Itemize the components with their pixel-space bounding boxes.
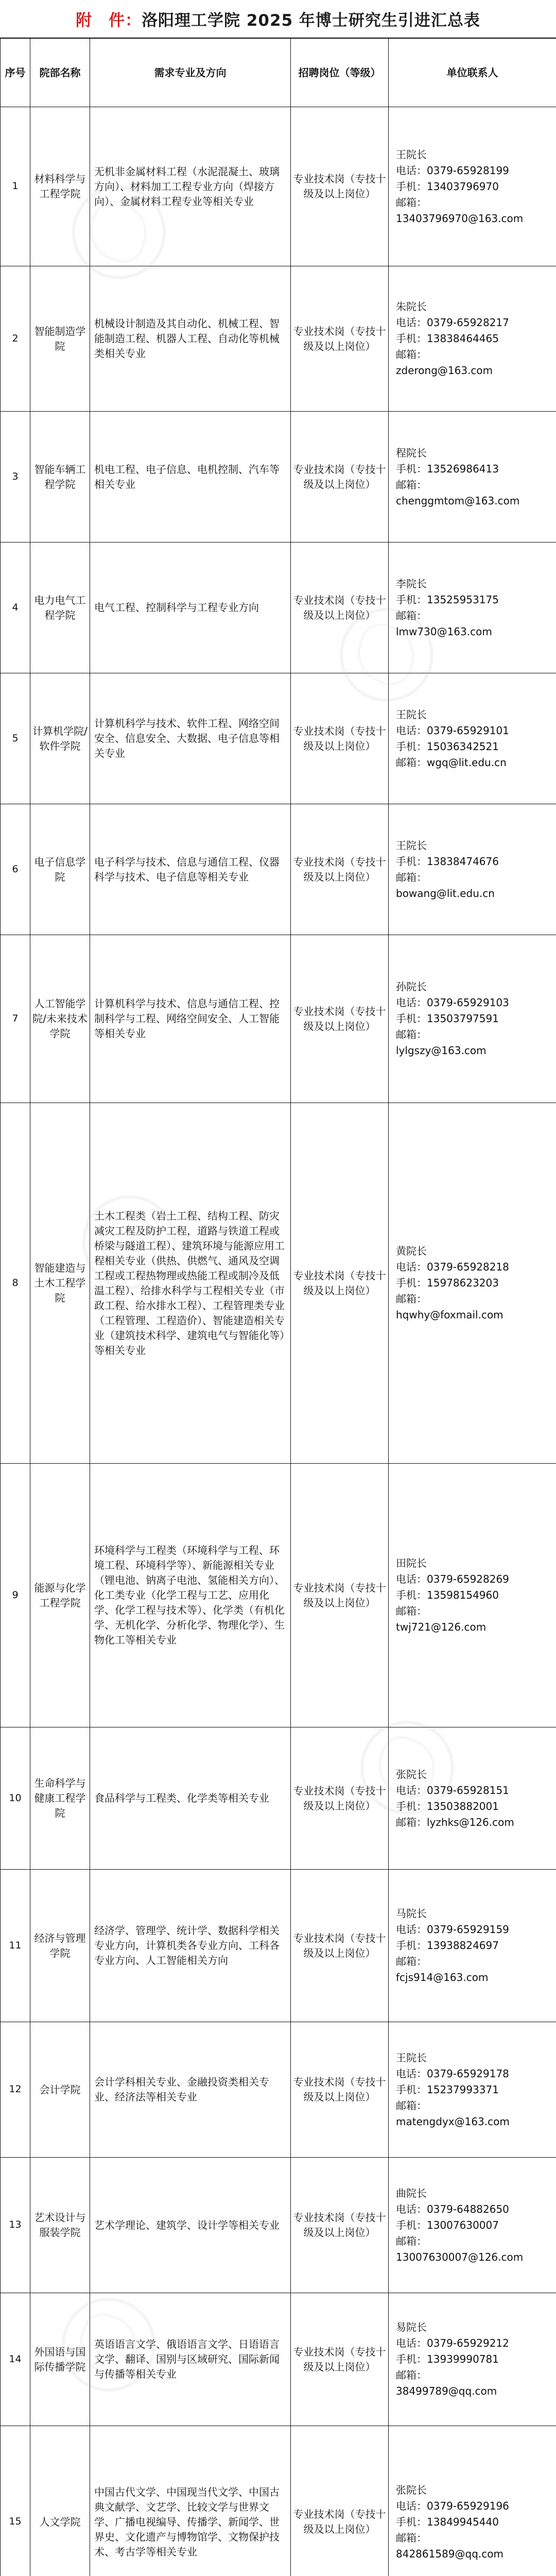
table-row: [1, 804, 556, 935]
table-row: [1, 1870, 556, 2022]
header-need: 需求专业及方向: [90, 39, 291, 107]
contact-info: [389, 2426, 556, 2576]
row-number: 8: [1, 1103, 30, 1464]
school-name: 电子信息学院: [30, 804, 90, 935]
contact-line: fcjs914@163.com: [396, 1971, 489, 1984]
contact-line: 842861589@qq.com: [396, 2547, 503, 2560]
major-requirement: 中国古代文学、中国现当代文学、中国古典文献学、文艺学、比较文学与世界文学、广播电视编导、传播学、新闻学、世界史、文化遗产与博物馆学、文物保护技术、考古学等相关专业: [90, 2426, 291, 2576]
contact-line: 电话：0379-65928217: [396, 316, 509, 329]
school-name: 计算机学院/软件学院: [30, 673, 90, 804]
contact-line: 邮箱：wgq@lit.edu.cn: [396, 756, 507, 769]
contact-line: 王院长: [396, 2051, 427, 2064]
contact-line: 孙院长: [396, 980, 427, 993]
contact-info: [389, 2158, 556, 2293]
major-requirement: 食品科学与工程类、化学类等相关专业: [90, 1727, 291, 1870]
major-requirement: 经济学、管理学、统计学、数据科学相关专业方向，计算机类各专业方向、工科各专业方向、人工智能相关方向: [90, 1870, 291, 2022]
contact-line: 电话：0379-65928151: [396, 1784, 509, 1797]
contact-line: 邮箱：: [396, 2531, 427, 2544]
contact-line: 王院长: [396, 839, 427, 852]
position-level: 专业技术岗（专技十级及以上岗位）: [291, 673, 389, 804]
contact-line: 邮箱：lyzhks@126.com: [396, 1816, 514, 1828]
contact-line: 手机：13526986413: [396, 462, 499, 475]
contact-line: 手机：13503882001: [396, 1800, 499, 1812]
contact-line: lmw730@163.com: [396, 625, 492, 638]
position-level: 专业技术岗（专技十级及以上岗位）: [291, 107, 389, 266]
contact-line: matengdyx@163.com: [396, 2115, 510, 2128]
major-requirement: 土木工程类（岩土工程、结构工程、防灾减灾工程及防护工程，道路与铁道工程或桥梁与隧道工程）、建筑环境与能源应用工程相关专业（供热、供燃气、通风及空调工程或工程热物理或热能工程或制冷及低温工程）、给排水科学与工程相关专业（市政工程、给水排水工程）、工程管理类专业（工程管理、工程造价）、智能建造相关专业（建筑技术科学、建筑电气与智能化等）等相关专业: [90, 1103, 291, 1464]
contact-info: [389, 543, 556, 673]
contact-line: 手机：13838464465: [396, 332, 499, 345]
table-row: [1, 412, 556, 543]
contact-info: [389, 412, 556, 543]
contact-line: 电话：0379-65928199: [396, 164, 509, 177]
title-prefix: 附 件：: [76, 11, 142, 30]
contact-line: 手机：13849945440: [396, 2515, 499, 2528]
row-number: 4: [1, 543, 30, 673]
contact-line: 邮箱：: [396, 478, 427, 491]
position-level: 专业技术岗（专技十级及以上岗位）: [291, 266, 389, 412]
table-row: [1, 1103, 556, 1464]
contact-line: 王院长: [396, 708, 427, 721]
row-number: 3: [1, 412, 30, 543]
major-requirement: 机械设计制造及其自动化、机械工程、智能制造工程、机器人工程、自动化等机械类相关专业: [90, 266, 291, 412]
contact-line: 朱院长: [396, 300, 427, 313]
contact-line: 张院长: [396, 1768, 427, 1781]
contact-line: 邮箱：: [396, 1605, 427, 1617]
contact-line: 电话：0379-65929101: [396, 724, 509, 737]
title-text: 洛阳理工学院 2025 年博士研究生引进汇总表: [142, 11, 480, 30]
row-number: 15: [1, 2426, 30, 2576]
contact-line: 手机：15978623203: [396, 1277, 499, 1289]
table-row: [1, 2158, 556, 2293]
contact-line: 电话：0379-65928269: [396, 1573, 509, 1585]
table-row: [1, 2022, 556, 2158]
table-row: [1, 543, 556, 673]
contact-line: 手机：13525953175: [396, 593, 499, 606]
major-requirement: 机电工程、电子信息、电机控制、汽车等相关专业: [90, 412, 291, 543]
row-number: 11: [1, 1870, 30, 2022]
recruitment-table: [0, 38, 556, 2576]
table-header-row: [1, 39, 556, 107]
school-name: 经济与管理学院: [30, 1870, 90, 2022]
contact-line: 程院长: [396, 446, 427, 459]
school-name: 材料科学与工程学院: [30, 107, 90, 266]
contact-line: 田院长: [396, 1557, 427, 1569]
contact-info: [389, 804, 556, 935]
contact-line: lylgszy@163.com: [396, 1044, 486, 1057]
contact-line: 手机：13598154960: [396, 1589, 499, 1601]
school-name: 智能车辆工程学院: [30, 412, 90, 543]
position-level: 专业技术岗（专技十级及以上岗位）: [291, 2022, 389, 2158]
contact-line: 手机：13403796970: [396, 180, 499, 193]
contact-line: 王院长: [396, 148, 427, 161]
position-level: 专业技术岗（专技十级及以上岗位）: [291, 1464, 389, 1727]
major-requirement: 计算机科学与技术、软件工程、网络空间安全、信息安全、大数据、电子信息等相关专业: [90, 673, 291, 804]
contact-line: 邮箱：: [396, 348, 427, 361]
contact-line: 手机：15237993371: [396, 2083, 499, 2096]
table-row: [1, 935, 556, 1103]
contact-info: [389, 1464, 556, 1727]
contact-line: 手机：15036342521: [396, 740, 499, 753]
contact-line: 电话：0379-65929178: [396, 2067, 509, 2080]
contact-line: 13403796970@163.com: [396, 212, 524, 225]
major-requirement: 环境科学与工程类（环境科学与工程、环境工程、环境科学等）、新能源相关专业（锂电池、钠离子电池、氢能相关方向）、化工类专业（化学工程与工艺、应用化学、化学工程与技术等）、化学类（有机化学、无机化学、分析化学、物理化学）、生物化工等相关专业: [90, 1464, 291, 1727]
row-number: 10: [1, 1727, 30, 1870]
contact-line: 电话：0379-65929103: [396, 996, 509, 1009]
contact-line: 邮箱：: [396, 1293, 427, 1305]
contact-line: 电话：0379-65928218: [396, 1261, 509, 1273]
major-requirement: 无机非金属材料工程（水泥混凝土、玻璃方向）、材料加工工程专业方向（焊接方向）、金属材料工程专业等相关专业: [90, 107, 291, 266]
contact-line: 13007630007@126.com: [396, 2250, 524, 2263]
header-school: 院部名称: [30, 39, 90, 107]
position-level: 专业技术岗（专技十级及以上岗位）: [291, 1103, 389, 1464]
contact-line: 邮箱：: [396, 871, 427, 884]
contact-line: 邮箱：: [396, 609, 427, 622]
contact-line: 邮箱：: [396, 2099, 427, 2112]
school-name: 智能制造学院: [30, 266, 90, 412]
row-number: 12: [1, 2022, 30, 2158]
contact-info: [389, 2293, 556, 2426]
contact-line: 邮箱：: [396, 196, 427, 209]
school-name: 外国语与国际传播学院: [30, 2293, 90, 2426]
major-requirement: 会计学科相关专业、金融投资类相关专业、经济法等相关专业: [90, 2022, 291, 2158]
contact-line: 邮箱：: [396, 2234, 427, 2247]
contact-line: 手机：13503797591: [396, 1012, 499, 1025]
contact-info: [389, 1103, 556, 1464]
row-number: 7: [1, 935, 30, 1103]
school-name: 人工智能学院/未来技术学院: [30, 935, 90, 1103]
row-number: 5: [1, 673, 30, 804]
row-number: 6: [1, 804, 30, 935]
row-number: 2: [1, 266, 30, 412]
major-requirement: 电气工程、控制科学与工程专业方向: [90, 543, 291, 673]
contact-info: [389, 673, 556, 804]
table-row: [1, 2426, 556, 2576]
contact-line: 张院长: [396, 2483, 427, 2496]
contact-info: [389, 2022, 556, 2158]
row-number: 9: [1, 1464, 30, 1727]
contact-line: 手机：13938824697: [396, 1939, 499, 1952]
contact-line: 手机：13007630007: [396, 2218, 499, 2231]
contact-line: 邮箱：: [396, 1028, 427, 1041]
table-row: [1, 266, 556, 412]
contact-info: [389, 266, 556, 412]
contact-line: 手机：13939990781: [396, 2353, 499, 2365]
contact-line: 李院长: [396, 577, 427, 590]
contact-line: 曲院长: [396, 2187, 427, 2199]
school-name: 能源与化学工程学院: [30, 1464, 90, 1727]
header-contact: 单位联系人: [389, 39, 556, 107]
table-row: [1, 673, 556, 804]
major-requirement: 计算机科学与技术、信息与通信工程、控制科学与工程、网络空间安全、人工智能等相关专业: [90, 935, 291, 1103]
school-name: 电力电气工程学院: [30, 543, 90, 673]
position-level: 专业技术岗（专技十级及以上岗位）: [291, 935, 389, 1103]
header-position: 招聘岗位（等级）: [291, 39, 389, 107]
contact-line: 手机：13838474676: [396, 855, 499, 868]
school-name: 会计学院: [30, 2022, 90, 2158]
school-name: 艺术设计与服装学院: [30, 2158, 90, 2293]
contact-line: 邮箱：: [396, 1955, 427, 1968]
contact-line: 电话：0379-65929159: [396, 1923, 509, 1936]
table-row: [1, 1464, 556, 1727]
row-number: 1: [1, 107, 30, 266]
contact-line: zderong@163.com: [396, 364, 493, 377]
contact-line: 黄院长: [396, 1245, 427, 1257]
contact-line: twj721@126.com: [396, 1621, 486, 1633]
header-num: 序号: [1, 39, 30, 107]
major-requirement: 英语语言文学、俄语语言文学、日语语言文学、翻译、国别与区域研究、国际新闻与传播等相关专业: [90, 2293, 291, 2426]
position-level: 专业技术岗（专技十级及以上岗位）: [291, 1727, 389, 1870]
major-requirement: 电子科学与技术、信息与通信工程、仪器科学与技术、电子信息等相关专业: [90, 804, 291, 935]
contact-line: chenggmtom@163.com: [396, 494, 520, 507]
position-level: 专业技术岗（专技十级及以上岗位）: [291, 1870, 389, 2022]
contact-line: 电话：0379-64882650: [396, 2202, 509, 2215]
position-level: 专业技术岗（专技十级及以上岗位）: [291, 412, 389, 543]
contact-line: 邮箱：: [396, 2369, 427, 2381]
contact-line: 电话：0379-65929212: [396, 2337, 509, 2349]
table-row: [1, 2293, 556, 2426]
contact-line: hqwhy@foxmail.com: [396, 1309, 503, 1321]
position-level: 专业技术岗（专技十级及以上岗位）: [291, 2293, 389, 2426]
position-level: 专业技术岗（专技十级及以上岗位）: [291, 543, 389, 673]
contact-line: 38499789@qq.com: [396, 2385, 497, 2397]
school-name: 生命科学与健康工程学院: [30, 1727, 90, 1870]
position-level: 专业技术岗（专技十级及以上岗位）: [291, 2158, 389, 2293]
contact-line: 电话：0379-65929196: [396, 2499, 509, 2512]
contact-line: 马院长: [396, 1907, 427, 1920]
contact-info: [389, 107, 556, 266]
row-number: 13: [1, 2158, 30, 2293]
position-level: 专业技术岗（专技十级及以上岗位）: [291, 804, 389, 935]
page-title: [0, 0, 556, 38]
school-name: 人文学院: [30, 2426, 90, 2576]
major-requirement: 艺术学理论、建筑学、设计学等相关专业: [90, 2158, 291, 2293]
contact-info: [389, 935, 556, 1103]
row-number: 14: [1, 2293, 30, 2426]
contact-line: bowang@lit.edu.cn: [396, 887, 495, 900]
contact-line: 易院长: [396, 2321, 427, 2333]
table-row: [1, 107, 556, 266]
position-level: 专业技术岗（专技十级及以上岗位）: [291, 2426, 389, 2576]
contact-info: [389, 1870, 556, 2022]
table-row: [1, 1727, 556, 1870]
school-name: 智能建造与土木工程学院: [30, 1103, 90, 1464]
contact-info: [389, 1727, 556, 1870]
